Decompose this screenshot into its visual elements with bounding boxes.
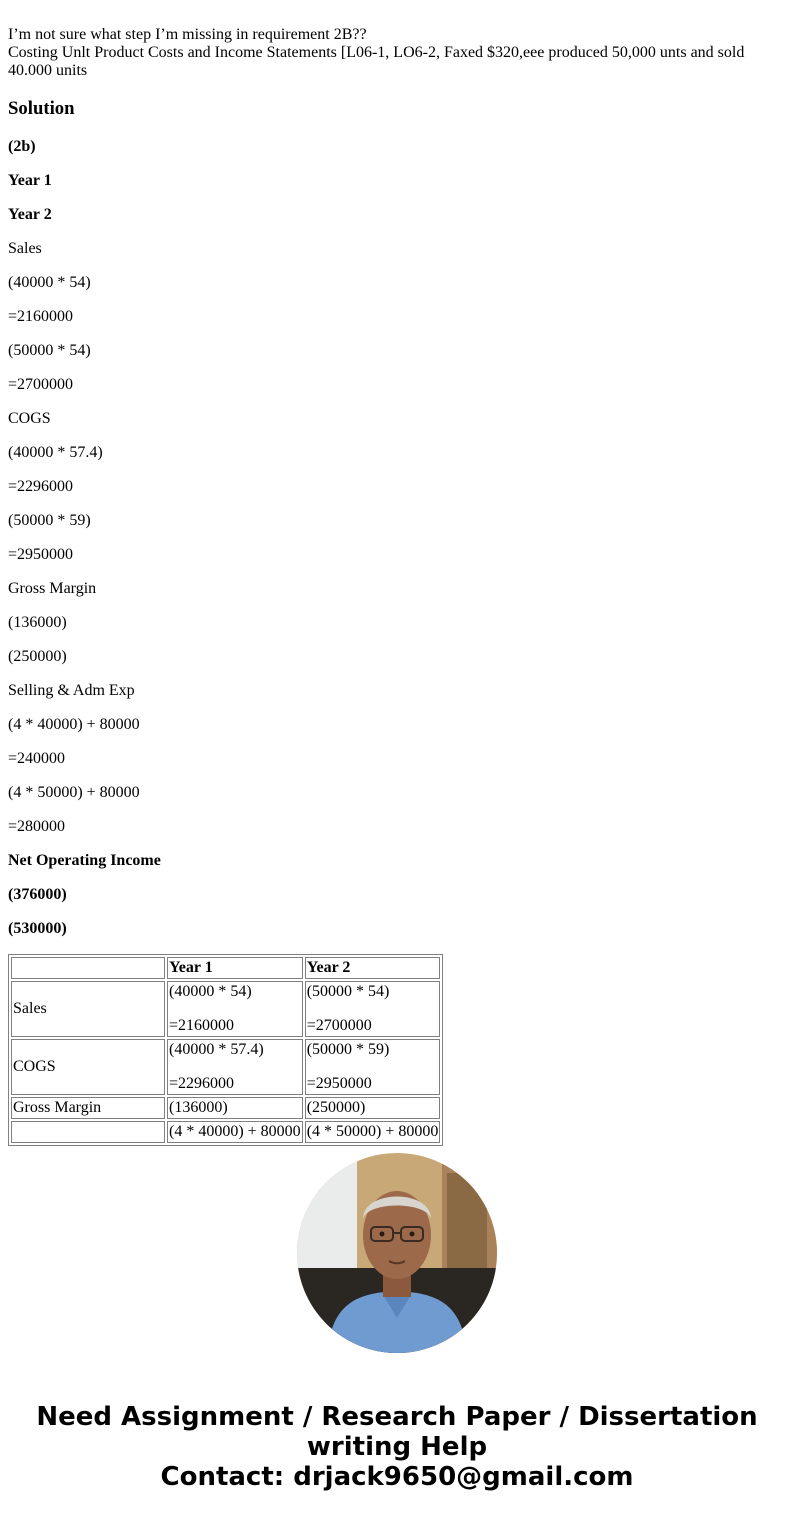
solution-line: (40000 * 57.4) bbox=[8, 444, 103, 461]
table-row bbox=[11, 981, 440, 1037]
table-header-row bbox=[11, 957, 440, 979]
cell-calc: (40000 * 57.4) bbox=[169, 1041, 264, 1058]
row-label: Sales bbox=[11, 981, 165, 1037]
solution-line: COGS bbox=[8, 410, 51, 427]
table-cell: (4 * 50000) + 80000 bbox=[305, 1121, 441, 1143]
promo-line: writing Help bbox=[306, 1432, 488, 1462]
solution-line: (50000 * 59) bbox=[8, 512, 91, 529]
solution-line: =2700000 bbox=[8, 376, 74, 393]
solution-body bbox=[8, 138, 786, 938]
cell-calc: (40000 * 54) bbox=[169, 983, 252, 1000]
table-row bbox=[11, 1097, 440, 1119]
solution-line: =2950000 bbox=[8, 546, 74, 563]
question-text bbox=[8, 26, 786, 80]
table-cell bbox=[305, 981, 441, 1037]
solution-line: =280000 bbox=[8, 818, 66, 835]
solution-line: (50000 * 54) bbox=[8, 342, 91, 359]
author-avatar bbox=[297, 1153, 497, 1353]
solution-line: (136000) bbox=[8, 614, 67, 631]
cell-result: =2296000 bbox=[169, 1075, 235, 1092]
row-label: COGS bbox=[11, 1039, 165, 1095]
solution-line: (250000) bbox=[8, 648, 67, 665]
net-income-year2: (530000) bbox=[8, 920, 67, 937]
cell-result: =2950000 bbox=[306, 1075, 372, 1092]
cell-result: =2160000 bbox=[169, 1017, 235, 1034]
table-cell bbox=[167, 981, 303, 1037]
table-header-cell: Year 1 bbox=[167, 957, 303, 979]
solution-line: Gross Margin bbox=[8, 580, 97, 597]
solution-line: =2160000 bbox=[8, 308, 74, 325]
part-label: (2b) bbox=[8, 138, 36, 155]
table-cell bbox=[305, 1039, 441, 1095]
table-header-cell: Year 2 bbox=[305, 957, 441, 979]
document-content bbox=[8, 26, 786, 1140]
table-row bbox=[11, 1039, 440, 1095]
table-cell bbox=[167, 1039, 303, 1095]
table-cell: (4 * 40000) + 80000 bbox=[167, 1121, 303, 1143]
table-row bbox=[11, 1121, 440, 1143]
solution-line: (4 * 50000) + 80000 bbox=[8, 784, 140, 801]
cell-calc: (50000 * 59) bbox=[306, 1041, 390, 1058]
solution-line: (4 * 40000) + 80000 bbox=[8, 716, 140, 733]
cell-result: =2700000 bbox=[306, 1017, 372, 1034]
year1-heading: Year 1 bbox=[8, 172, 52, 189]
solution-line: Selling & Adm Exp bbox=[8, 682, 135, 699]
question-description: Costing Unlt Product Costs and Income Statements [L06-1, LO6-2, Faxed $320,eee produced 50,000 unts and sold 40.000 units bbox=[8, 44, 745, 79]
row-label bbox=[11, 1121, 165, 1143]
solution-line: =2296000 bbox=[8, 478, 74, 495]
row-label: Gross Margin bbox=[11, 1097, 165, 1119]
promo-contact: Contact: drjack9650@gmail.com bbox=[160, 1462, 634, 1492]
solution-heading: Solution bbox=[8, 98, 75, 119]
solution-line: =240000 bbox=[8, 750, 66, 767]
promo-line: Need Assignment / Research Paper / Dissertation bbox=[36, 1402, 758, 1432]
table-header-cell bbox=[11, 957, 165, 979]
solution-line: (40000 * 54) bbox=[8, 274, 91, 291]
net-income-label: Net Operating Income bbox=[8, 852, 161, 869]
promo-banner bbox=[0, 1402, 794, 1492]
table-cell: (136000) bbox=[167, 1097, 303, 1119]
table-cell: (250000) bbox=[305, 1097, 441, 1119]
solution-line: Sales bbox=[8, 240, 42, 257]
avatar-portrait-image bbox=[297, 1153, 497, 1353]
year2-heading: Year 2 bbox=[8, 206, 52, 223]
net-income-year1: (376000) bbox=[8, 886, 67, 903]
income-statement-table bbox=[8, 954, 443, 1146]
question-title: I’m not sure what step I’m missing in requirement 2B?? bbox=[8, 26, 367, 43]
cell-calc: (50000 * 54) bbox=[306, 983, 390, 1000]
